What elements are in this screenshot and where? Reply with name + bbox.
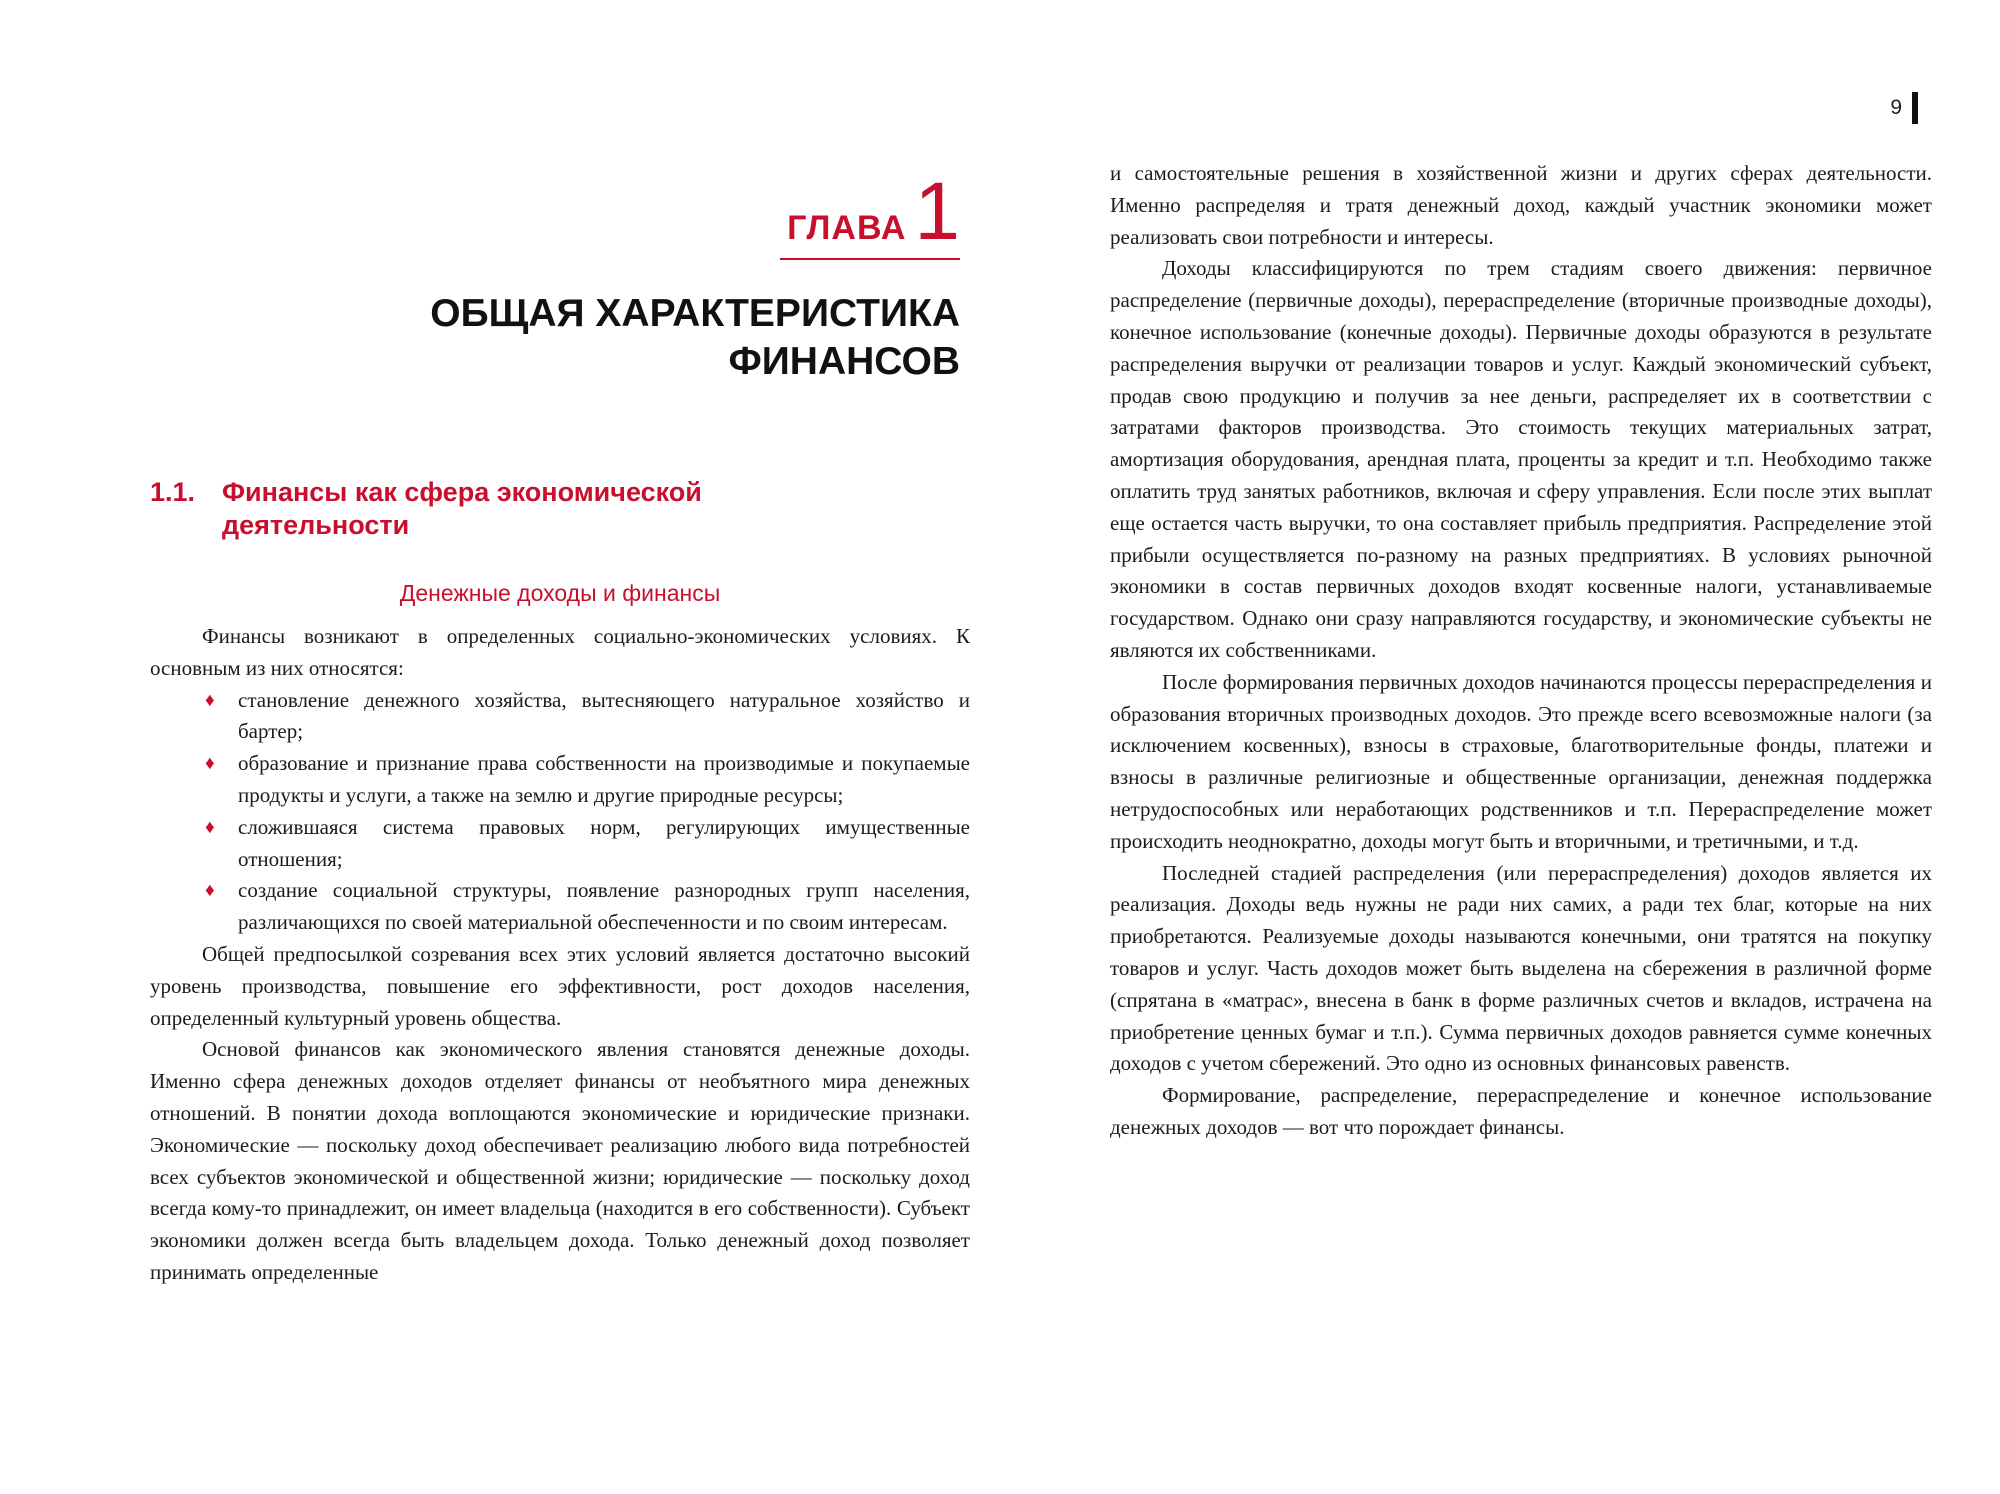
diamond-bullet-icon: ♦ [205,753,215,775]
chapter-number: 1 [914,166,960,257]
chapter-title-line-1: ОБЩАЯ ХАРАКТЕРИСТИКА [430,292,960,335]
subheading: Денежные доходы и финансы [399,580,721,606]
section-heading [150,476,850,542]
paragraph: После формирования первичных доходов начинаются процессы перераспределения и образования вторичных производных доходов. Это прежде всего всевозможные налоги (за исключением косвенных), взносы в страховые, благотворительные фонды, платежи и взносы в различные религиозные и общественные организации, денежная поддержка нетрудоспособных или неработающих родственников и т.п. Перераспределение может происходить неоднократно, доходы могут быть и вторичными, и третичными, и т.д. [1110,669,1932,853]
right-page [1000,0,2000,1494]
paragraph: Основой финансов как экономического явления становятся денежные доходы. Именно сфера денежных доходов отделяет финансы от необъятного мира денежных отношений. В понятии дохода воплощаются экономические и юридические признаки. Экономические — поскольку доход обеспечивает реализацию любого вида потребностей всех субъектов экономической и общественной жизни; юридические — поскольку доход всегда кому-то принадлежит, он имеет владельца (находится в его собственности). Субъект экономики должен всегда быть владельцем дохода. Только денежный доход позволяет принимать определенные [150,1037,970,1284]
diamond-bullet-icon: ♦ [205,816,215,838]
list-item [205,812,970,876]
chapter-label: ГЛАВА [787,209,907,247]
paragraph: Последней стадией распределения (или перераспределения) доходов является их реализация. Доходы ведь нужны не ради них самих, а ради тех благ, которые на них приобретаются. Реализуемые доходы называются конечными, они тратятся на покупку товаров и услуг. Часть доходов может быть выделена на сбережения в различной форме (спрятана в «матрас», внесена в банк в форме различных счетов и вкладов, истрачена на приобретение ценных бумаг и т.п.). Сумма первичных доходов равняется сумме конечных доходов с учетом сбережений. Это одно из основных финансовых равенств. [1110,860,1932,1076]
list-item-text: сложившаяся система правовых норм, регулирующих имущественные отношения; [238,814,970,871]
list-item [205,875,970,939]
diamond-bullet-icon: ♦ [205,880,215,902]
left-body-text [150,621,970,1289]
paragraph: Общей предпосылкой созревания всех этих условий является достаточно высокий уровень производства, повышение его эффективности, рост доходов населения, определенный культурный уровень общества. [150,941,970,1030]
paragraph: и самостоятельные решения в хозяйственной жизни и других сферах деятельности. Именно распределяя и тратя денежный доход, каждый участник экономики может реализовать свои потребности и интересы. [1110,161,1932,249]
diamond-bullet-icon: ♦ [205,689,215,711]
list-item-text: образование и признание права собственности на производимые и покупаемые продукты и услуги, а также на землю и другие природные ресурсы; [238,751,970,807]
chapter-heading [780,166,960,257]
page-number-block [1890,92,1918,124]
paragraph: Доходы классифицируются по трем стадиям своего движения: первичное распределение (первичные доходы), перераспределение (вторичные производные доходы), конечное использование (конечные доходы). Первичные доходы образуются в результате распределения выручки от реализации товаров и услуг. Каждый экономический субъект, продав свою продукцию и получив за нее деньги, распределяет их в соответствии с затратами факторов производства. Это стоимость текущих материальных затрат, амортизация оборудования, арендная плата, проценты за кредит и т.п. Необходимо также оплатить труд занятых работников, включая и сферу управления. Если после этих выплат еще остается часть выручки, то она составляет прибыль предприятия. Распределение этой прибыли осуществляется по-разному на разных предприятиях. В условиях рыночной экономики в состав первичных доходов входят косвенные налоги, устанавливаемые государством. Однако они сразу направляются государству, и экономические субъекты не являются их собственниками. [1110,256,1932,662]
section-number: 1.1. [150,477,196,507]
conditions-list [150,685,970,939]
right-body-text [1110,158,1932,1144]
list-item [205,685,970,749]
page-number: 9 [1890,96,1902,119]
page-number-marker [1912,92,1918,124]
chapter-underline [780,258,960,260]
intro-paragraph: Финансы возникают в определенных социально-экономических условиях. К основным из них относятся: [150,624,970,680]
chapter-title-line-2: ФИНАНСОВ [728,340,960,383]
list-item [205,748,970,812]
section-title-line-2: деятельности [222,510,410,540]
paragraph: Формирование, распределение, перераспределение и конечное использование денежных доходов — вот что порождает финансы. [1110,1083,1932,1139]
chapter-title [260,290,960,386]
list-item-text: создание социальной структуры, появление разнородных групп населения, различающихся по своей материальной обеспеченности и по своим интересам. [238,878,970,935]
list-item-text: становление денежного хозяйства, вытесняющего натуральное хозяйство и бартер; [238,687,970,744]
section-title-line-1: Финансы как сфера экономической [222,477,702,507]
